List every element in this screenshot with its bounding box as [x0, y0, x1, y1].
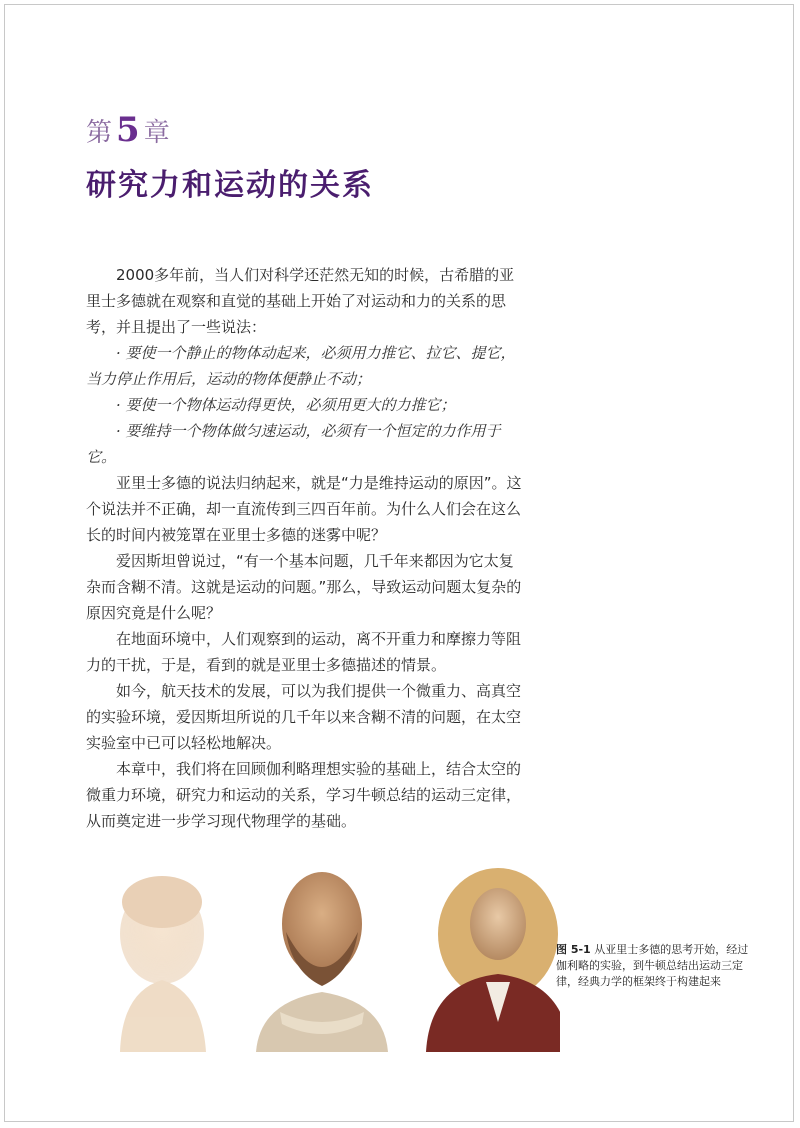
chapter-label: 第5章: [86, 110, 172, 150]
body-text: [86, 262, 528, 834]
aristotle-bust: [120, 876, 206, 1052]
chapter-title: 研究力和运动的关系: [86, 168, 374, 203]
paragraph: 本章中，我们将在回顾伽利略理想实验的基础上，结合太空的微重力环境，研究力和运动的关系，学习牛顿总结的运动三定律，从而奠定进一步学习现代物理学的基础。: [86, 760, 522, 830]
paragraph: 爱因斯坦曾说过，“有一个基本问题，几千年来都因为它太复杂而含糊不清。这就是运动的问题。”那么，导致运动问题太复杂的原因究竟是什么呢？: [86, 552, 522, 622]
paragraph-intro: 2000多年前，当人们对科学还茫然无知的时候，古希腊的亚里士多德就在观察和直觉的基础上开始了对运动和力的关系的思考，并且提出了一些说法：: [86, 266, 515, 336]
paragraph: 如今，航天技术的发展，可以为我们提供一个微重力、高真空的实验环境，爱因斯坦所说的几千年以来含糊不清的问题，在太空实验室中已可以轻松地解决。: [86, 682, 522, 752]
bullet-item: · 要使一个静止的物体动起来，必须用力推它、拉它、提它，当力停止作用后，运动的物体便静止不动；: [86, 344, 516, 388]
galileo-portrait: [256, 872, 388, 1052]
chapter-number: 5: [116, 110, 142, 150]
paragraph: 在地面环境中，人们观察到的运动，离不开重力和摩擦力等阻力的干扰，于是，看到的就是亚里士多德描述的情景。: [86, 630, 522, 674]
figure-caption-text: 从亚里士多德的思考开始，经过伽利略的实验，到牛顿总结出运动三定律，经典力学的框架终于构建起来: [556, 943, 749, 988]
figure-caption: [556, 942, 756, 990]
portrait-figure: [100, 862, 560, 1052]
bullet-item: · 要使一个物体运动得更快，必须用更大的力推它；: [116, 396, 456, 414]
bullet-item: · 要维持一个物体做匀速运动，必须有一个恒定的力作用于它。: [86, 422, 501, 466]
newton-portrait: [426, 868, 560, 1052]
figure-number: 图 5-1: [556, 943, 591, 956]
paragraph: 亚里士多德的说法归纳起来，就是“力是维持运动的原因”。这个说法并不正确，却一直流传到三四百年前。为什么人们会在这么长的时间内被笼罩在亚里士多德的迷雾中呢？: [86, 474, 522, 544]
